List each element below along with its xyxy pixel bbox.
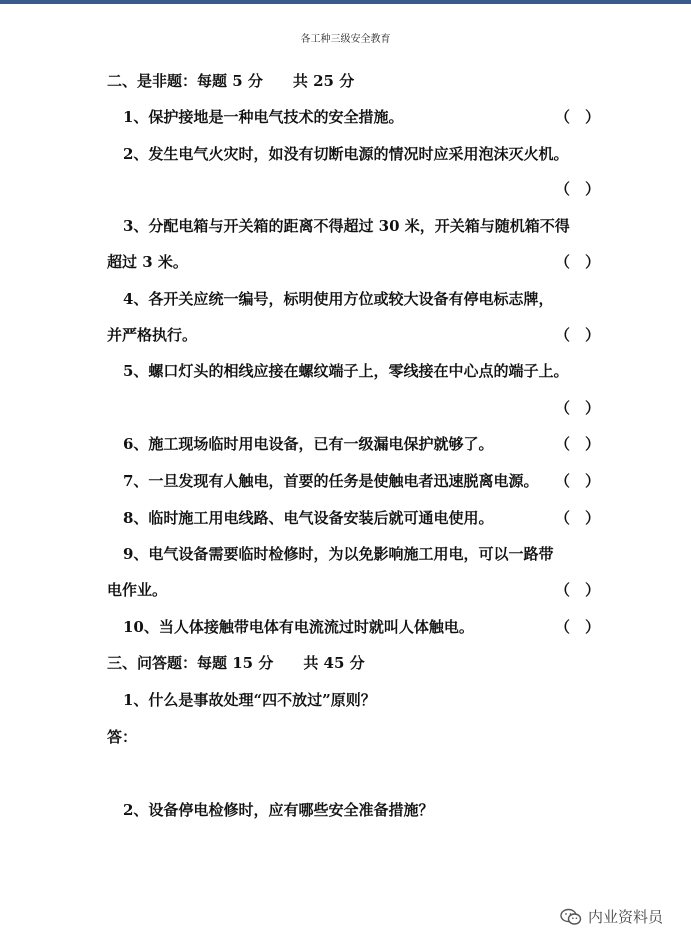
section-title-true-false: 二、是非题：每题 5 分 共 25 分 <box>107 72 355 90</box>
qa-question-1: 1、什么是事故处理“四不放过”原则？ <box>123 691 376 709</box>
answer-blank-10: （ ） <box>555 618 601 636</box>
question-6: 6、施工现场临时用电设备，已有一级漏电保护就够了。 <box>123 435 494 453</box>
question-5: 5、螺口灯头的相线应接在螺纹端子上，零线接在中心点的端子上。 <box>123 362 569 380</box>
question-1: 1、保护接地是一种电气技术的安全措施。 <box>123 108 404 126</box>
document-page <box>0 4 691 943</box>
watermark-text: 内业资料员 <box>588 908 664 926</box>
question-3-cont: 超过 3 米。 <box>107 253 188 271</box>
answer-blank-2: （ ） <box>555 180 601 198</box>
wechat-icon <box>560 908 582 926</box>
question-8: 8、临时施工用电线路、电气设备安装后就可通电使用。 <box>123 509 494 527</box>
answer-blank-3: （ ） <box>555 253 601 271</box>
section-title-qa: 三、问答题：每题 15 分 共 45 分 <box>107 654 365 672</box>
answer-blank-1: （ ） <box>555 108 601 126</box>
page-header: 各工种三级安全教育 <box>300 34 391 45</box>
question-2: 2、发生电气火灾时，如没有切断电源的情况时应采用泡沫灭火机。 <box>123 145 569 163</box>
question-9: 9、电气设备需要临时检修时，为以免影响施工用电，可以一路带 <box>123 545 554 563</box>
answer-label: 答： <box>107 728 138 746</box>
question-4-cont: 并严格执行。 <box>107 326 198 344</box>
answer-blank-4: （ ） <box>555 326 601 344</box>
answer-blank-7: （ ） <box>555 472 601 490</box>
question-7: 7、一旦发现有人触电，首要的任务是使触电者迅速脱离电源。 <box>123 472 539 490</box>
answer-blank-8: （ ） <box>555 509 601 527</box>
answer-blank-6: （ ） <box>555 435 601 453</box>
watermark <box>560 906 663 927</box>
question-4: 4、各开关应统一编号，标明使用方位或较大设备有停电标志牌， <box>123 290 554 308</box>
answer-blank-5: （ ） <box>555 399 601 417</box>
qa-question-2: 2、设备停电检修时，应有哪些安全准备措施？ <box>123 801 434 819</box>
question-9-cont: 电作业。 <box>107 581 168 599</box>
question-10: 10、当人体接触带电体有电流流过时就叫人体触电。 <box>123 618 474 636</box>
question-3: 3、分配电箱与开关箱的距离不得超过 30 米，开关箱与随机箱不得 <box>123 217 570 235</box>
answer-blank-9: （ ） <box>555 581 601 599</box>
